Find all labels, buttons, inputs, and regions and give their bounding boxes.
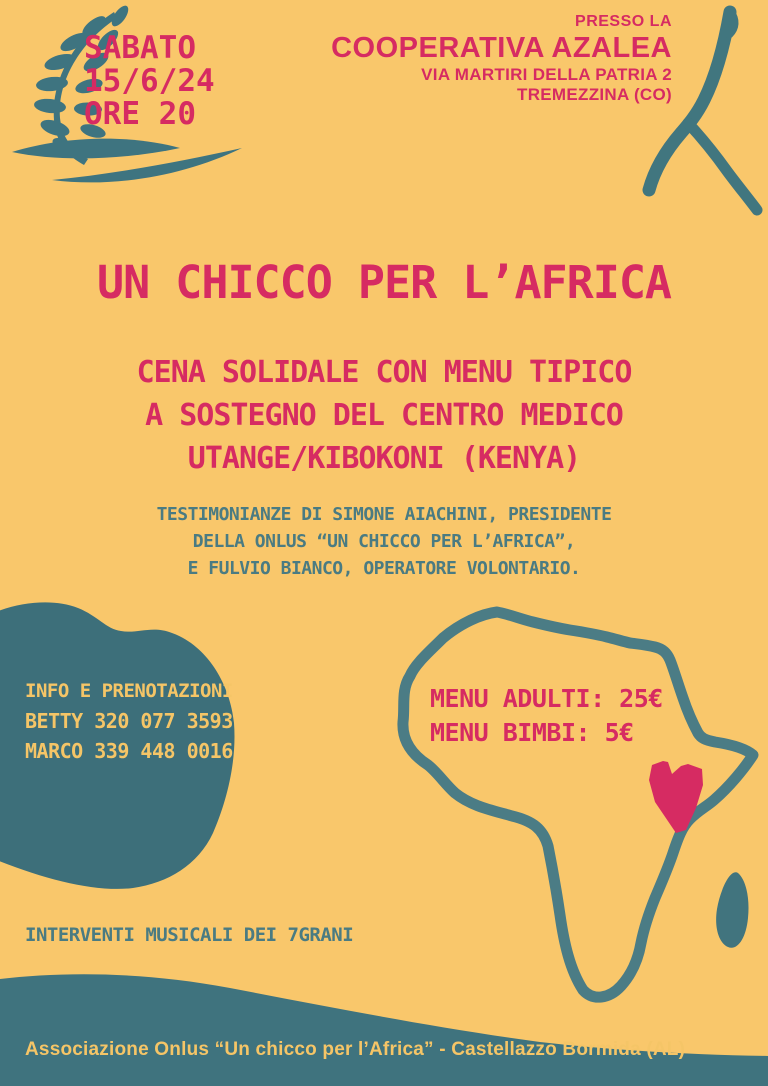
footer-association: Associazione Onlus “Un chicco per l’Africa” - Castellazzo Bormida (AL) <box>25 1039 686 1060</box>
testimonial-line: E FULVIO BIANCO, OPERATORE VOLONTARIO. <box>187 558 581 579</box>
footer-wave <box>0 960 768 1086</box>
venue-presso: PRESSO LA <box>575 13 672 30</box>
event-time: ORE 20 <box>84 96 196 132</box>
testimonial-line: DELLA ONLUS “UN CHICCO PER L’AFRICA”, <box>192 531 576 552</box>
lake-como-icon <box>628 4 768 222</box>
event-date: 15/6/24 <box>84 63 215 99</box>
info-block <box>25 676 233 766</box>
event-subtitle <box>0 351 768 480</box>
contact-betty: BETTY 320 077 3593 <box>25 709 233 733</box>
subtitle-line: CENA SOLIDALE CON MENU TIPICO <box>136 355 632 390</box>
kenya-shape <box>649 761 703 833</box>
menu-prices <box>430 682 663 750</box>
poster-title: UN CHICCO PER L’AFRICA <box>96 256 672 309</box>
venue-address: VIA MARTIRI DELLA PATRIA 2 <box>421 65 672 84</box>
contact-marco: MARCO 339 448 0016 <box>25 739 233 763</box>
venue-city: TREMEZZINA (CO) <box>517 85 672 104</box>
event-date-block <box>84 32 215 131</box>
africa-outline <box>403 612 753 997</box>
event-day: SABATO <box>84 30 196 66</box>
info-heading: INFO E PRENOTAZIONI <box>25 680 233 702</box>
subtitle-line: A SOSTEGNO DEL CENTRO MEDICO <box>145 398 623 433</box>
venue-block <box>331 12 672 105</box>
menu-adults: MENU ADULTI: 25€ <box>430 684 663 713</box>
testimonial-line: TESTIMONIANZE DI SIMONE AIACHINI, PRESIDENTE <box>156 504 612 525</box>
madagascar-shape <box>716 872 748 947</box>
africa-map <box>393 598 768 1018</box>
subtitle-line: UTANGE/KIBOKONI (KENYA) <box>187 441 581 476</box>
music-line: INTERVENTI MUSICALI DEI 7GRANI <box>25 924 354 946</box>
venue-name: COOPERATIVA AZALEA <box>331 32 672 64</box>
testimonial-block <box>0 501 768 582</box>
menu-kids: MENU BIMBI: 5€ <box>430 718 634 747</box>
